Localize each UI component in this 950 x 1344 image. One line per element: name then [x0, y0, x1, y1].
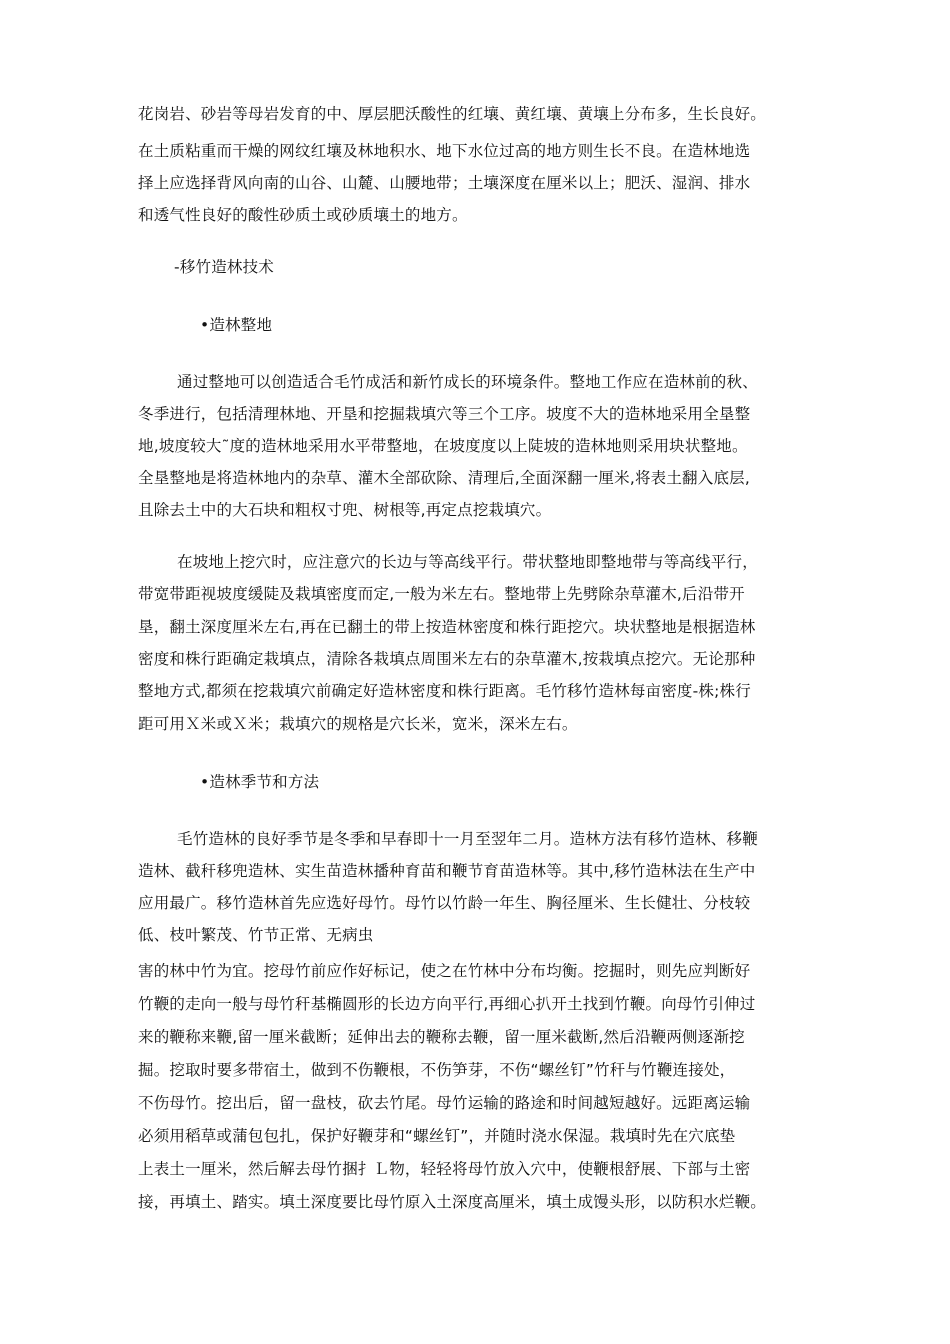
paragraph-3-line-5: 整地方式,都须在挖栽填穴前确定好造林密度和株行距离。毛竹移竹造林每亩密度-株;株行 [138, 682, 751, 700]
paragraph-1-line-2: 在土质粘重而干燥的网纹红壤及林地积水、地下水位过高的地方则生长不良。在造林地选 [138, 142, 751, 160]
paragraph-2-line-1: 通过整地可以创造适合毛竹成活和新竹成长的环境条件。整地工作应在造林前的秋、 [177, 373, 758, 391]
subheading-season-and-method: •造林季节和方法 [200, 773, 320, 791]
paragraph-4-line-3: 应用最广。移竹造林首先应选好母竹。母竹以竹龄一年生、胸径厘米、生长健壮、分枝较 [138, 894, 751, 912]
paragraph-4-line-6: 竹鞭的走向一般与母竹秆基椭圆形的长边方向平行,再细心扒开土找到竹鞭。向母竹引伸过 [138, 995, 756, 1013]
subheading-site-preparation: •造林整地 [200, 316, 273, 334]
paragraph-3-line-3: 垦，翻土深度厘米左右,再在已翻土的带上按造林密度和株行距挖穴。块状整地是根据造林 [138, 618, 756, 636]
paragraph-4-line-4: 低、枝叶繁茂、竹节正常、无病虫 [138, 926, 374, 944]
paragraph-4-line-7: 来的鞭称来鞭,留一厘米截断；延伸出去的鞭称去鞭，留一厘米截断,然后沿鞭两侧逐渐挖 [138, 1028, 745, 1046]
paragraph-1-line-1: 花岗岩、砂岩等母岩发育的中、厚层肥沃酸性的红壤、黄红壤、黄壤上分布多，生长良好。 [138, 105, 767, 123]
paragraph-4-line-8: 掘。挖取时要多带宿土，做到不伤鞭根，不伤笋芽，不伤“螺丝钉”竹秆与竹鞭连接处， [138, 1061, 736, 1079]
paragraph-3-line-2: 带宽带距视坡度缓陡及栽填密度而定,一般为米左右。整地带上先劈除杂草灌木,后沿带开 [138, 585, 745, 603]
paragraph-1-line-3: 择上应选择背风向南的山谷、山麓、山腰地带；土壤深度在厘米以上；肥沃、湿润、排水 [138, 174, 751, 192]
paragraph-4-line-10: 必须用稻草或蒲包包扎，保护好鞭芽和“螺丝钉”，并随时浇水保湿。栽填时先在穴底垫 [138, 1127, 736, 1145]
paragraph-3-line-6: 距可用Ｘ米或Ｘ米；栽填穴的规格是穴长米，宽米，深米左右。 [138, 715, 578, 733]
paragraph-4-line-5: 害的林中竹为宜。挖母竹前应作好标记，使之在竹林中分布均衡。挖掘时，则先应判断好 [138, 962, 751, 980]
paragraph-2-line-3: 地,坡度较大˜度的造林地采用水平带整地，在坡度度以上陡坡的造林地则采用块状整地。 [138, 437, 748, 455]
paragraph-2-line-2: 冬季进行，包括清理林地、开垦和挖掘栽填穴等三个工序。坡度不大的造林地采用全垦整 [138, 405, 751, 423]
paragraph-3-line-4: 密度和株行距确定栽填点，清除各栽填点周围米左右的杂草灌木,按栽填点挖穴。无论那种 [138, 650, 756, 668]
section-heading-transplanting: -移竹造林技术 [174, 258, 274, 276]
paragraph-4-line-2: 造林、截秆移兜造林、实生苗造林播种育苗和鞭节育苗造林等。其中,移竹造林法在生产中 [138, 862, 756, 880]
paragraph-3-line-1: 在坡地上挖穴时，应注意穴的长边与等高线平行。带状整地即整地带与等高线平行， [177, 553, 758, 571]
paragraph-2-line-5: 且除去土中的大石块和粗权寸兜、树根等,再定点挖栽填穴。 [138, 501, 552, 519]
paragraph-4-line-1: 毛竹造林的良好季节是冬季和早春即十一月至翌年二月。造林方法有移竹造林、移鞭 [177, 830, 758, 848]
paragraph-4-line-12: 接，再填土、踏实。填土深度要比母竹原入土深度高厘米，填土成馒头形，以防积水烂鞭。 [138, 1193, 767, 1211]
paragraph-4-line-9: 不伤母竹。挖出后，留一盘枝，砍去竹尾。母竹运输的路途和时间越短越好。远距离运输 [138, 1094, 751, 1112]
paragraph-1-line-4: 和透气性良好的酸性砂质土或砂质壤土的地方。 [138, 206, 468, 224]
paragraph-2-line-4: 全垦整地是将造林地内的杂草、灌木全部砍除、清理后,全面深翻一厘米,将表土翻入底层, [138, 469, 750, 487]
paragraph-4-line-11: 上表土一厘米，然后解去母竹捆扌Ｌ物，轻轻将母竹放入穴中，使鞭根舒展、下部与土密 [138, 1160, 751, 1178]
